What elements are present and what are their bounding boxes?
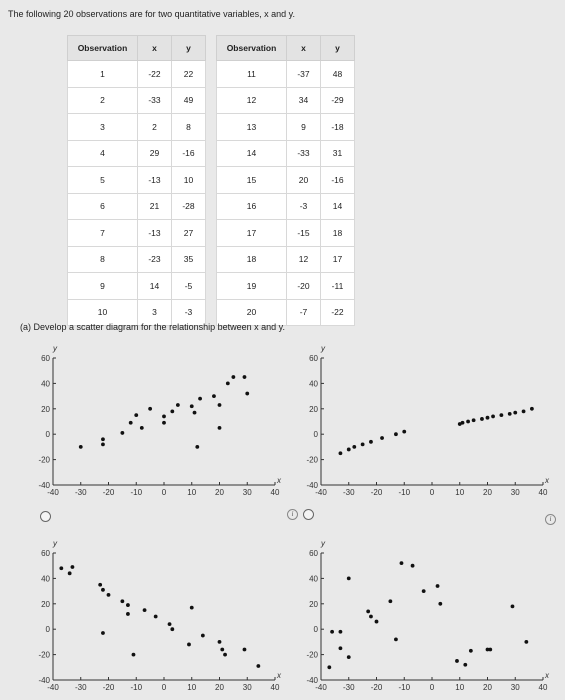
x-tick-label: 30: [510, 488, 520, 497]
data-point: [176, 403, 180, 407]
data-point: [366, 610, 370, 614]
y-tick-label: 0: [45, 625, 50, 635]
cell-observation: 2: [68, 87, 138, 114]
x-tick-label: -40: [315, 683, 327, 692]
y-tick-label: -40: [38, 676, 50, 685]
cell-observation: 10: [68, 299, 138, 326]
cell-y: 8: [172, 114, 206, 141]
y-tick-label: -20: [38, 650, 50, 660]
data-point: [380, 436, 384, 440]
scatter-option-4: [293, 535, 558, 695]
cell-observation: 7: [68, 220, 138, 247]
cell-observation: 20: [217, 299, 287, 326]
radio-option-1[interactable]: [40, 511, 51, 522]
x-tick-label: 0: [161, 683, 167, 692]
data-point: [480, 417, 484, 421]
cell-x: -33: [287, 140, 321, 167]
cell-observation: 14: [217, 140, 287, 167]
y-tick-label: 0: [313, 625, 318, 635]
y-tick-label: 0: [45, 430, 50, 440]
table-row: [68, 193, 206, 220]
cell-y: 27: [172, 220, 206, 247]
data-point: [140, 426, 144, 430]
x-tick-label: -10: [398, 488, 411, 497]
data-point: [162, 415, 166, 419]
data-point: [101, 588, 105, 592]
x-tick-label: -30: [74, 683, 87, 692]
x-tick-label: -30: [74, 488, 87, 497]
y-tick-label: 20: [309, 599, 318, 609]
data-point: [530, 407, 534, 411]
data-point: [394, 432, 398, 436]
data-point: [190, 404, 194, 408]
data-point: [120, 599, 124, 603]
data-point: [226, 382, 230, 386]
x-tick-label: 40: [538, 488, 548, 497]
y-tick-label: 20: [309, 404, 318, 414]
x-tick-label: -10: [130, 683, 143, 692]
x-tick-label: 30: [510, 683, 520, 692]
cell-observation: 1: [68, 61, 138, 88]
data-point: [129, 421, 133, 425]
data-point: [243, 648, 247, 652]
scatter-option-3: [25, 535, 290, 695]
observation-table-2: [216, 35, 355, 326]
data-point: [170, 627, 174, 631]
data-point: [466, 420, 470, 424]
x-tick-label: -20: [370, 683, 383, 692]
y-tick-label: -20: [306, 455, 318, 465]
data-point: [369, 615, 373, 619]
data-point: [190, 606, 194, 610]
y-axis-label: y: [321, 344, 325, 353]
data-point: [472, 418, 476, 422]
data-point: [491, 415, 495, 419]
data-point: [524, 640, 528, 644]
data-point: [220, 648, 224, 652]
y-tick-label: 0: [313, 430, 318, 440]
header-y: y: [172, 36, 206, 61]
cell-x: -3: [287, 193, 321, 220]
part-a-instruction: (a) Develop a scatter diagram for the relationship between x and y.: [20, 322, 285, 332]
cell-y: 48: [321, 61, 355, 88]
cell-x: 9: [287, 114, 321, 141]
cell-y: 31: [321, 140, 355, 167]
x-axis-label: x: [545, 476, 549, 485]
data-point: [508, 412, 512, 416]
data-point: [486, 416, 490, 420]
x-tick-label: -10: [130, 488, 143, 497]
y-tick-label: 60: [41, 354, 50, 363]
cell-y: -22: [321, 299, 355, 326]
cell-x: 20: [287, 167, 321, 194]
data-point: [245, 392, 249, 396]
data-point: [101, 437, 105, 441]
data-point: [422, 589, 426, 593]
x-tick-label: 30: [242, 683, 252, 692]
data-point: [154, 615, 158, 619]
cell-observation: 6: [68, 193, 138, 220]
data-point: [212, 394, 216, 398]
x-tick-label: 0: [161, 488, 167, 497]
table-row: [68, 246, 206, 273]
cell-y: -28: [172, 193, 206, 220]
data-point: [68, 571, 72, 575]
table-row: [68, 220, 206, 247]
cell-observation: 3: [68, 114, 138, 141]
data-point: [107, 593, 111, 597]
table-row: [68, 61, 206, 88]
cell-y: 22: [172, 61, 206, 88]
data-point: [511, 604, 515, 608]
header-y: y: [321, 36, 355, 61]
data-point: [461, 421, 465, 425]
y-tick-label: 60: [41, 549, 50, 558]
data-point: [162, 421, 166, 425]
data-point: [168, 622, 172, 626]
data-point: [101, 631, 105, 635]
x-tick-label: 20: [215, 488, 224, 497]
data-point: [218, 640, 222, 644]
y-axis-label: y: [53, 539, 57, 548]
cell-y: -16: [321, 167, 355, 194]
scatter-option-2: [293, 340, 558, 500]
header-x: x: [287, 36, 321, 61]
x-tick-label: 0: [429, 488, 435, 497]
data-point: [243, 375, 247, 379]
cell-y: -18: [321, 114, 355, 141]
data-point: [339, 630, 343, 634]
cell-y: 49: [172, 87, 206, 114]
cell-observation: 19: [217, 273, 287, 300]
data-point: [394, 637, 398, 641]
data-point: [198, 397, 202, 401]
data-point: [59, 566, 63, 570]
cell-x: 2: [138, 114, 172, 141]
y-tick-label: 40: [41, 379, 50, 389]
cell-observation: 5: [68, 167, 138, 194]
cell-observation: 12: [217, 87, 287, 114]
data-point: [218, 403, 222, 407]
header-observation: Observation: [68, 36, 138, 61]
header-x: x: [138, 36, 172, 61]
cell-y: 10: [172, 167, 206, 194]
x-axis-label: x: [277, 476, 281, 485]
data-point: [193, 411, 197, 415]
table-row: [217, 140, 355, 167]
data-point: [148, 407, 152, 411]
cell-observation: 17: [217, 220, 287, 247]
data-point: [218, 426, 222, 430]
data-point: [120, 431, 124, 435]
y-tick-label: 20: [41, 404, 50, 414]
x-tick-label: 20: [215, 683, 224, 692]
table-row: [217, 167, 355, 194]
x-tick-label: 40: [538, 683, 548, 692]
data-point: [143, 608, 147, 612]
data-point: [195, 445, 199, 449]
cell-observation: 11: [217, 61, 287, 88]
data-point: [347, 655, 351, 659]
data-point: [71, 565, 75, 569]
cell-x: -20: [287, 273, 321, 300]
data-point: [132, 653, 136, 657]
data-point: [339, 646, 343, 650]
x-tick-label: -20: [102, 683, 115, 692]
intro-text: The following 20 observations are for two quantitative variables, x and y.: [8, 9, 295, 19]
data-point: [231, 375, 235, 379]
x-tick-label: -30: [342, 683, 355, 692]
x-tick-label: 40: [270, 488, 280, 497]
data-point: [330, 630, 334, 634]
table-row: [217, 246, 355, 273]
y-tick-label: -20: [38, 455, 50, 465]
x-tick-label: 10: [187, 488, 197, 497]
data-point: [347, 448, 351, 452]
cell-observation: 13: [217, 114, 287, 141]
data-point: [488, 648, 492, 652]
data-point: [522, 409, 526, 413]
scatter-option-1: [25, 340, 290, 500]
data-point: [347, 577, 351, 581]
data-point: [101, 442, 105, 446]
x-tick-label: 40: [270, 683, 280, 692]
table-row: [217, 61, 355, 88]
data-point: [79, 445, 83, 449]
x-tick-label: 10: [455, 488, 465, 497]
data-point: [361, 442, 365, 446]
data-point: [400, 561, 404, 565]
info-icon[interactable]: i: [545, 514, 556, 525]
x-tick-label: -30: [342, 488, 355, 497]
x-tick-label: 30: [242, 488, 252, 497]
cell-x: 34: [287, 87, 321, 114]
cell-y: -11: [321, 273, 355, 300]
data-point: [375, 620, 379, 624]
y-tick-label: 60: [309, 549, 318, 558]
x-tick-label: 20: [483, 683, 492, 692]
cell-x: -13: [138, 167, 172, 194]
cell-y: 18: [321, 220, 355, 247]
cell-observation: 16: [217, 193, 287, 220]
data-point: [455, 659, 459, 663]
y-axis-label: y: [321, 539, 325, 548]
data-point: [201, 634, 205, 638]
cell-x: -33: [138, 87, 172, 114]
radio-option-2[interactable]: [303, 509, 314, 520]
data-point: [388, 599, 392, 603]
data-point: [134, 413, 138, 417]
cell-observation: 4: [68, 140, 138, 167]
y-tick-label: 40: [41, 574, 50, 584]
data-point: [126, 612, 130, 616]
x-tick-label: -20: [102, 488, 115, 497]
table-row: [217, 220, 355, 247]
data-point: [187, 643, 191, 647]
cell-x: -7: [287, 299, 321, 326]
data-point: [223, 653, 227, 657]
cell-x: -15: [287, 220, 321, 247]
cell-observation: 8: [68, 246, 138, 273]
table-row: [217, 273, 355, 300]
cell-y: -16: [172, 140, 206, 167]
x-tick-label: -40: [47, 488, 59, 497]
table-row: [68, 273, 206, 300]
cell-observation: 9: [68, 273, 138, 300]
x-tick-label: -40: [47, 683, 59, 692]
table-row: [217, 193, 355, 220]
cell-x: -22: [138, 61, 172, 88]
cell-observation: 15: [217, 167, 287, 194]
x-tick-label: -10: [398, 683, 411, 692]
cell-x: -23: [138, 246, 172, 273]
data-point: [369, 440, 373, 444]
info-icon[interactable]: i: [287, 509, 298, 520]
y-tick-label: -40: [306, 481, 318, 490]
table-row: [217, 114, 355, 141]
y-tick-label: 40: [309, 379, 318, 389]
cell-x: -37: [287, 61, 321, 88]
table-row: [68, 167, 206, 194]
y-tick-label: -40: [38, 481, 50, 490]
cell-x: 12: [287, 246, 321, 273]
table-row: [217, 87, 355, 114]
x-tick-label: 20: [483, 488, 492, 497]
x-tick-label: 0: [429, 683, 435, 692]
y-tick-label: -20: [306, 650, 318, 660]
data-point: [126, 603, 130, 607]
data-point: [469, 649, 473, 653]
data-point: [463, 663, 467, 667]
data-point: [352, 445, 356, 449]
cell-x: 29: [138, 140, 172, 167]
cell-x: -13: [138, 220, 172, 247]
data-point: [327, 665, 331, 669]
cell-x: 21: [138, 193, 172, 220]
x-tick-label: -40: [315, 488, 327, 497]
y-tick-label: -40: [306, 676, 318, 685]
data-point: [438, 602, 442, 606]
cell-x: 3: [138, 299, 172, 326]
data-point: [436, 584, 440, 588]
y-tick-label: 20: [41, 599, 50, 609]
data-point: [98, 583, 102, 587]
y-axis-label: y: [53, 344, 57, 353]
cell-y: -29: [321, 87, 355, 114]
cell-y: 14: [321, 193, 355, 220]
cell-x: 14: [138, 273, 172, 300]
table-row: [68, 87, 206, 114]
data-point: [411, 564, 415, 568]
cell-observation: 18: [217, 246, 287, 273]
data-point: [256, 664, 260, 668]
table-row: [68, 140, 206, 167]
cell-y: -3: [172, 299, 206, 326]
x-axis-label: x: [545, 671, 549, 680]
x-tick-label: 10: [455, 683, 465, 692]
cell-y: 17: [321, 246, 355, 273]
x-tick-label: -20: [370, 488, 383, 497]
y-tick-label: 40: [309, 574, 318, 584]
data-point: [339, 451, 343, 455]
header-observation: Observation: [217, 36, 287, 61]
data-point: [499, 413, 503, 417]
x-tick-label: 10: [187, 683, 197, 692]
cell-y: 35: [172, 246, 206, 273]
table-row: [68, 114, 206, 141]
data-point: [402, 430, 406, 434]
observation-table-1: [67, 35, 206, 326]
x-axis-label: x: [277, 671, 281, 680]
y-tick-label: 60: [309, 354, 318, 363]
cell-y: -5: [172, 273, 206, 300]
data-point: [170, 409, 174, 413]
data-point: [513, 411, 517, 415]
